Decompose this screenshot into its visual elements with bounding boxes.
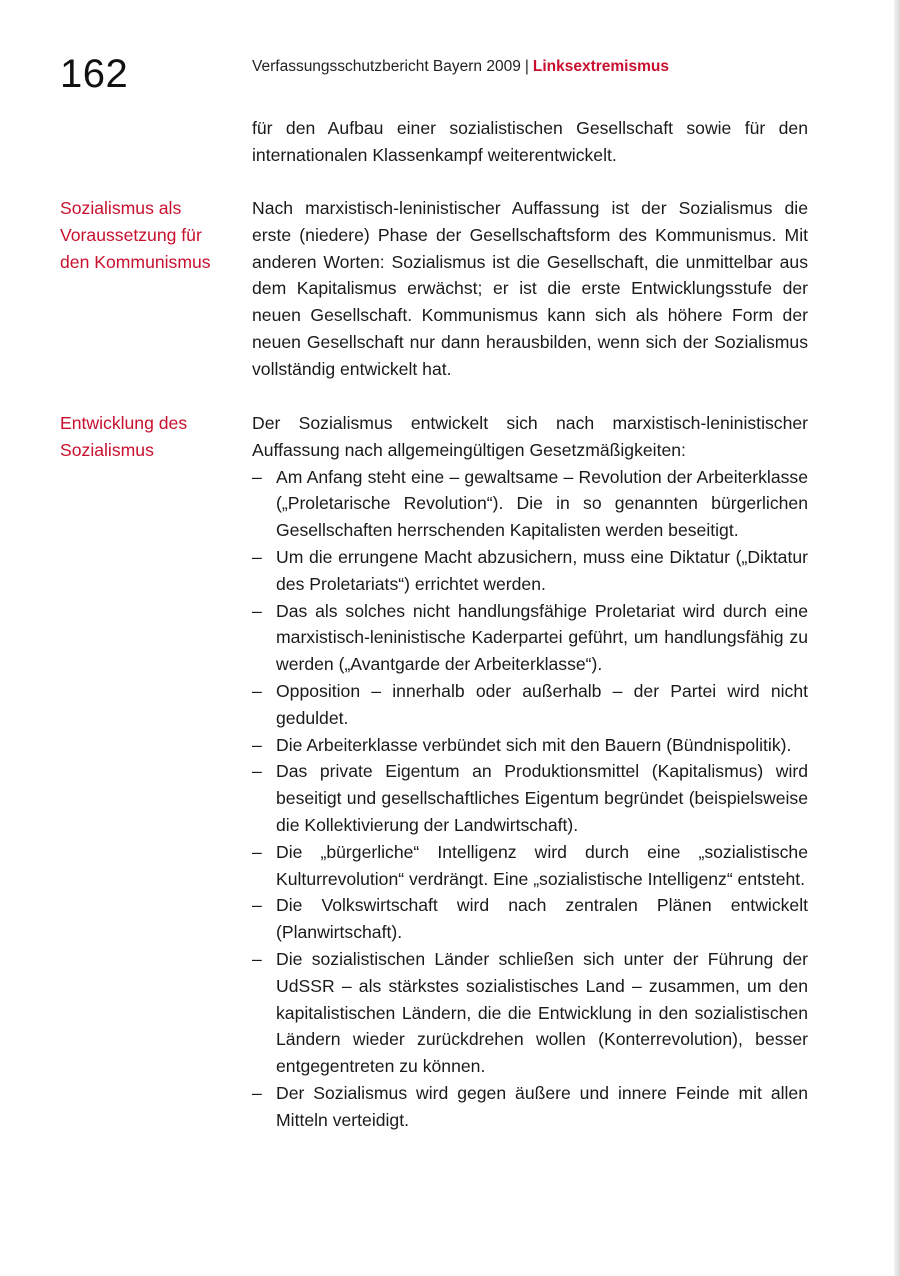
side-heading-line: den Kommunismus: [60, 251, 211, 272]
list-item-text: Die sozialistischen Länder schließen sich unter der Führung der UdSSR – als stärkstes sozialistisches Land – zusammen, um den kapitalistischen Ländern, die die Entwicklung in den sozialistischen Ländern wieder zurückdrehen wollen (Konterrevolution), besser entgegentreten zu können.: [276, 948, 808, 1077]
side-heading-line: Entwicklung des: [60, 413, 188, 433]
section1-paragraph: Nach marxistisch-leninistischer Auffassung ist der Sozialismus die erste (niedere) Phase der Gesellschaftsform des Kommunismus. Mit anderen Worten: Sozialismus ist die Gesellschaft, die unmittelbar aus dem Kapitalismus erwächst; er ist die erste Entwicklungsstufe der neuen Gesellschaft. Kommunismus kann sich als höhere Form der neuen Gesellschaft nur dann herausbilden, wenn sich der Sozialismus vollständig entwickelt hat.: [252, 198, 808, 379]
page-number: 162: [60, 52, 129, 96]
list-item-text: Das private Eigentum an Produktionsmittel (Kapitalismus) wird beseitigt und gesellschaftliches Eigentum begründet (beispielsweise die Kollektivierung der Landwirtschaft).: [276, 761, 808, 835]
intro-text: für den Aufbau einer sozialistischen Gesellschaft sowie für den internationalen Klassenkampf weiterentwickelt.: [252, 118, 808, 165]
principles-list: [252, 464, 808, 1134]
list-item-text: Der Sozialismus wird gegen äußere und innere Feinde mit allen Mitteln verteidigt.: [276, 1082, 808, 1130]
list-item: [252, 758, 808, 838]
report-title: Verfassungsschutzbericht Bayern 2009: [252, 58, 521, 75]
dash-bullet: –: [252, 466, 262, 487]
section1-body: [252, 195, 808, 383]
side-heading-line: Sozialismus: [60, 439, 154, 460]
list-item: [252, 1080, 808, 1134]
list-item-text: Opposition – innerhalb oder außerhalb – der Partei wird nicht geduldet.: [276, 680, 808, 728]
section2-intro: Der Sozialismus entwickelt sich nach marxistisch-leninistischer Auffassung nach allgemeingültigen Gesetzmäßigkeiten:: [252, 413, 808, 460]
list-item-text: Die Arbeiterklasse verbündet sich mit den Bauern (Bündnispolitik).: [276, 734, 792, 755]
dash-bullet: –: [252, 546, 262, 567]
list-item: [252, 598, 808, 678]
list-item-text: Um die errungene Macht abzusichern, muss eine Diktatur („Diktatur des Proletariats“) errichtet werden.: [276, 546, 808, 594]
list-item: [252, 464, 808, 544]
list-item-text: Die „bürgerliche“ Intelligenz wird durch eine „sozialistische Kulturrevolution“ verdrängt. Eine „sozialistische Intelligenz“ entsteht.: [276, 841, 808, 889]
intro-paragraph: [252, 115, 808, 169]
side-heading-development: [60, 410, 240, 464]
dash-bullet: –: [252, 600, 262, 621]
running-head: [252, 58, 669, 76]
list-item: [252, 678, 808, 732]
list-item: [252, 544, 808, 598]
dash-bullet: –: [252, 1082, 262, 1103]
header-separator: |: [524, 58, 529, 75]
dash-bullet: –: [252, 680, 262, 701]
list-item-text: Die Volkswirtschaft wird nach zentralen Plänen entwickelt (Planwirtschaft).: [276, 895, 808, 943]
dash-bullet: –: [252, 841, 262, 862]
list-item: [252, 732, 808, 759]
dash-bullet: –: [252, 948, 262, 969]
dash-bullet: –: [252, 895, 262, 916]
dash-bullet: –: [252, 761, 262, 782]
section2-body: [252, 410, 808, 1134]
list-item: [252, 892, 808, 946]
section-title: Linksextremismus: [532, 58, 669, 75]
side-heading-line: Sozialismus als: [60, 198, 182, 218]
list-item: [252, 946, 808, 1080]
side-heading-line: Voraussetzung für: [60, 224, 202, 245]
page-edge: [894, 0, 900, 1276]
list-item-text: Das als solches nicht handlungsfähige Proletariat wird durch eine marxistisch-leninistische Kaderpartei geführt, um handlungsfähig zu werden („Avantgarde der Arbeiterklasse“).: [276, 600, 808, 675]
dash-bullet: –: [252, 734, 262, 755]
side-heading-socialism-prerequisite: [60, 195, 240, 275]
list-item: [252, 839, 808, 893]
list-item-text: Am Anfang steht eine – gewaltsame – Revolution der Arbeiterklasse („Proletarische Revolution“). Die in so genannten bürgerlichen Gesellschaften herrschenden Kapitalisten werden beseitigt.: [276, 466, 808, 541]
